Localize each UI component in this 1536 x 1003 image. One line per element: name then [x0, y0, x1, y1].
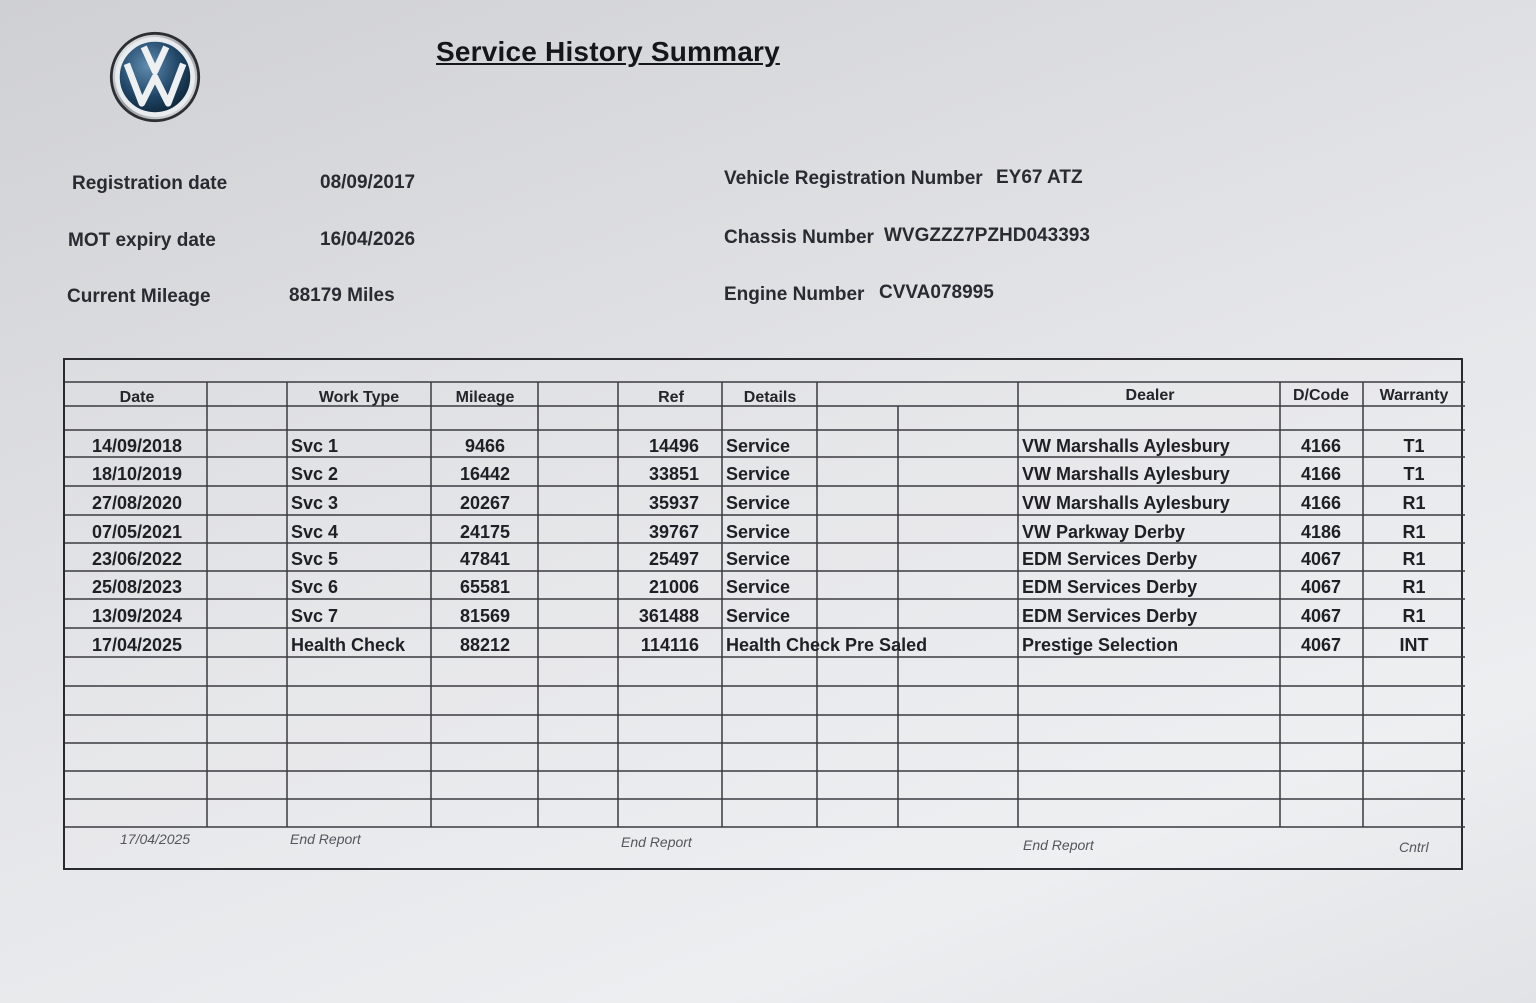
footer-end-report-3: End Report — [1023, 837, 1094, 853]
row-5-dealer: EDM Services Derby — [1022, 549, 1198, 569]
row-4-work-type: Svc 4 — [291, 522, 339, 542]
row-8-details: Health Check Pre Saled — [726, 635, 928, 655]
mot-expiry-value: 16/04/2026 — [320, 229, 416, 250]
row-1-dealer: VW Marshalls Aylesbury — [1022, 436, 1230, 456]
registration-date-label: Registration date — [72, 173, 228, 194]
row-7-dealer: EDM Services Derby — [1022, 606, 1198, 626]
row-7-details: Service — [726, 606, 791, 626]
footer-end-report-2: End Report — [621, 834, 692, 850]
mot-expiry-label: MOT expiry date — [68, 230, 216, 251]
row-5-ref: 25497 — [648, 549, 699, 569]
header-details: Details — [743, 389, 797, 406]
header-warranty: Warranty — [1379, 387, 1449, 404]
row-4-ref: 39767 — [648, 522, 699, 542]
row-7-ref: 361488 — [638, 606, 699, 626]
row-4-date: 07/05/2021 — [91, 522, 183, 542]
row-8-dealer: Prestige Selection — [1022, 635, 1179, 655]
row-2-dcode: 4166 — [1300, 464, 1342, 484]
row-3-ref: 35937 — [648, 493, 699, 513]
row-3-work-type: Svc 3 — [291, 493, 339, 513]
row-1-warranty: T1 — [1403, 436, 1425, 456]
row-3-dcode: 4166 — [1300, 493, 1342, 513]
footer-end-report-1: End Report — [290, 831, 361, 847]
row-3-mileage: 20267 — [459, 493, 511, 513]
row-3-dealer: VW Marshalls Aylesbury — [1022, 493, 1230, 513]
row-6-dealer: EDM Services Derby — [1022, 577, 1198, 597]
row-8-mileage: 88212 — [459, 635, 511, 655]
header-mileage: Mileage — [455, 389, 515, 406]
row-8-date: 17/04/2025 — [91, 635, 183, 655]
row-7-warranty: R1 — [1402, 606, 1426, 626]
page-title: Service History Summary — [436, 36, 780, 67]
header-date: Date — [119, 389, 155, 406]
chassis-value: WVGZZZ7PZHD043393 — [884, 225, 1090, 246]
service-history-table — [63, 358, 1463, 870]
row-3-details: Service — [726, 493, 791, 513]
footer-date: 17/04/2025 — [120, 831, 191, 847]
row-5-mileage: 47841 — [459, 549, 511, 569]
registration-date-value: 08/09/2017 — [320, 172, 416, 193]
header-work-type: Work Type — [318, 389, 400, 406]
row-1-dcode: 4166 — [1300, 436, 1342, 456]
row-6-warranty: R1 — [1402, 577, 1426, 597]
row-5-work-type: Svc 5 — [291, 549, 339, 569]
row-4-details: Service — [726, 522, 791, 542]
vw-logo-icon — [108, 30, 202, 124]
row-6-details: Service — [726, 577, 791, 597]
current-mileage-label: Current Mileage — [67, 286, 211, 307]
footer-ctrl: Cntrl — [1399, 839, 1429, 855]
row-1-ref: 14496 — [648, 436, 699, 456]
header-dcode: D/Code — [1293, 387, 1349, 404]
row-8-work-type: Health Check — [291, 635, 406, 655]
row-2-dealer: VW Marshalls Aylesbury — [1022, 464, 1230, 484]
row-4-mileage: 24175 — [459, 522, 511, 542]
row-6-ref: 21006 — [648, 577, 699, 597]
row-6-work-type: Svc 6 — [291, 577, 339, 597]
row-2-details: Service — [726, 464, 791, 484]
row-8-dcode: 4067 — [1300, 635, 1342, 655]
row-2-date: 18/10/2019 — [91, 464, 183, 484]
row-5-details: Service — [726, 549, 791, 569]
engine-label: Engine Number — [724, 284, 865, 305]
row-4-dealer: VW Parkway Derby — [1022, 522, 1186, 542]
row-5-dcode: 4067 — [1300, 549, 1342, 569]
row-1-date: 14/09/2018 — [91, 436, 183, 456]
row-8-ref: 114116 — [640, 635, 699, 655]
row-2-mileage: 16442 — [459, 464, 511, 484]
row-6-dcode: 4067 — [1300, 577, 1342, 597]
header-ref: Ref — [658, 389, 684, 406]
header-dealer: Dealer — [1125, 387, 1175, 404]
row-7-dcode: 4067 — [1300, 606, 1342, 626]
row-2-ref: 33851 — [648, 464, 699, 484]
row-6-date: 25/08/2023 — [91, 577, 183, 597]
vrn-label: Vehicle Registration Number — [724, 168, 983, 189]
row-1-mileage: 9466 — [464, 436, 506, 456]
row-3-warranty: R1 — [1402, 493, 1426, 513]
row-7-mileage: 81569 — [459, 606, 511, 626]
row-3-date: 27/08/2020 — [91, 493, 183, 513]
row-4-dcode: 4186 — [1300, 522, 1342, 542]
row-7-date: 13/09/2024 — [91, 606, 183, 626]
row-1-details: Service — [726, 436, 791, 456]
row-6-mileage: 65581 — [459, 577, 511, 597]
row-2-work-type: Svc 2 — [291, 464, 339, 484]
row-4-warranty: R1 — [1402, 522, 1426, 542]
row-5-date: 23/06/2022 — [91, 549, 183, 569]
chassis-label: Chassis Number — [724, 227, 874, 248]
engine-value: CVVA078995 — [879, 282, 994, 303]
current-mileage-value: 88179 Miles — [289, 285, 395, 306]
row-7-work-type: Svc 7 — [291, 606, 339, 626]
vrn-value: EY67 ATZ — [996, 167, 1083, 188]
row-8-warranty: INT — [1399, 635, 1429, 655]
row-1-work-type: Svc 1 — [291, 436, 339, 456]
row-5-warranty: R1 — [1402, 549, 1426, 569]
row-2-warranty: T1 — [1403, 464, 1425, 484]
